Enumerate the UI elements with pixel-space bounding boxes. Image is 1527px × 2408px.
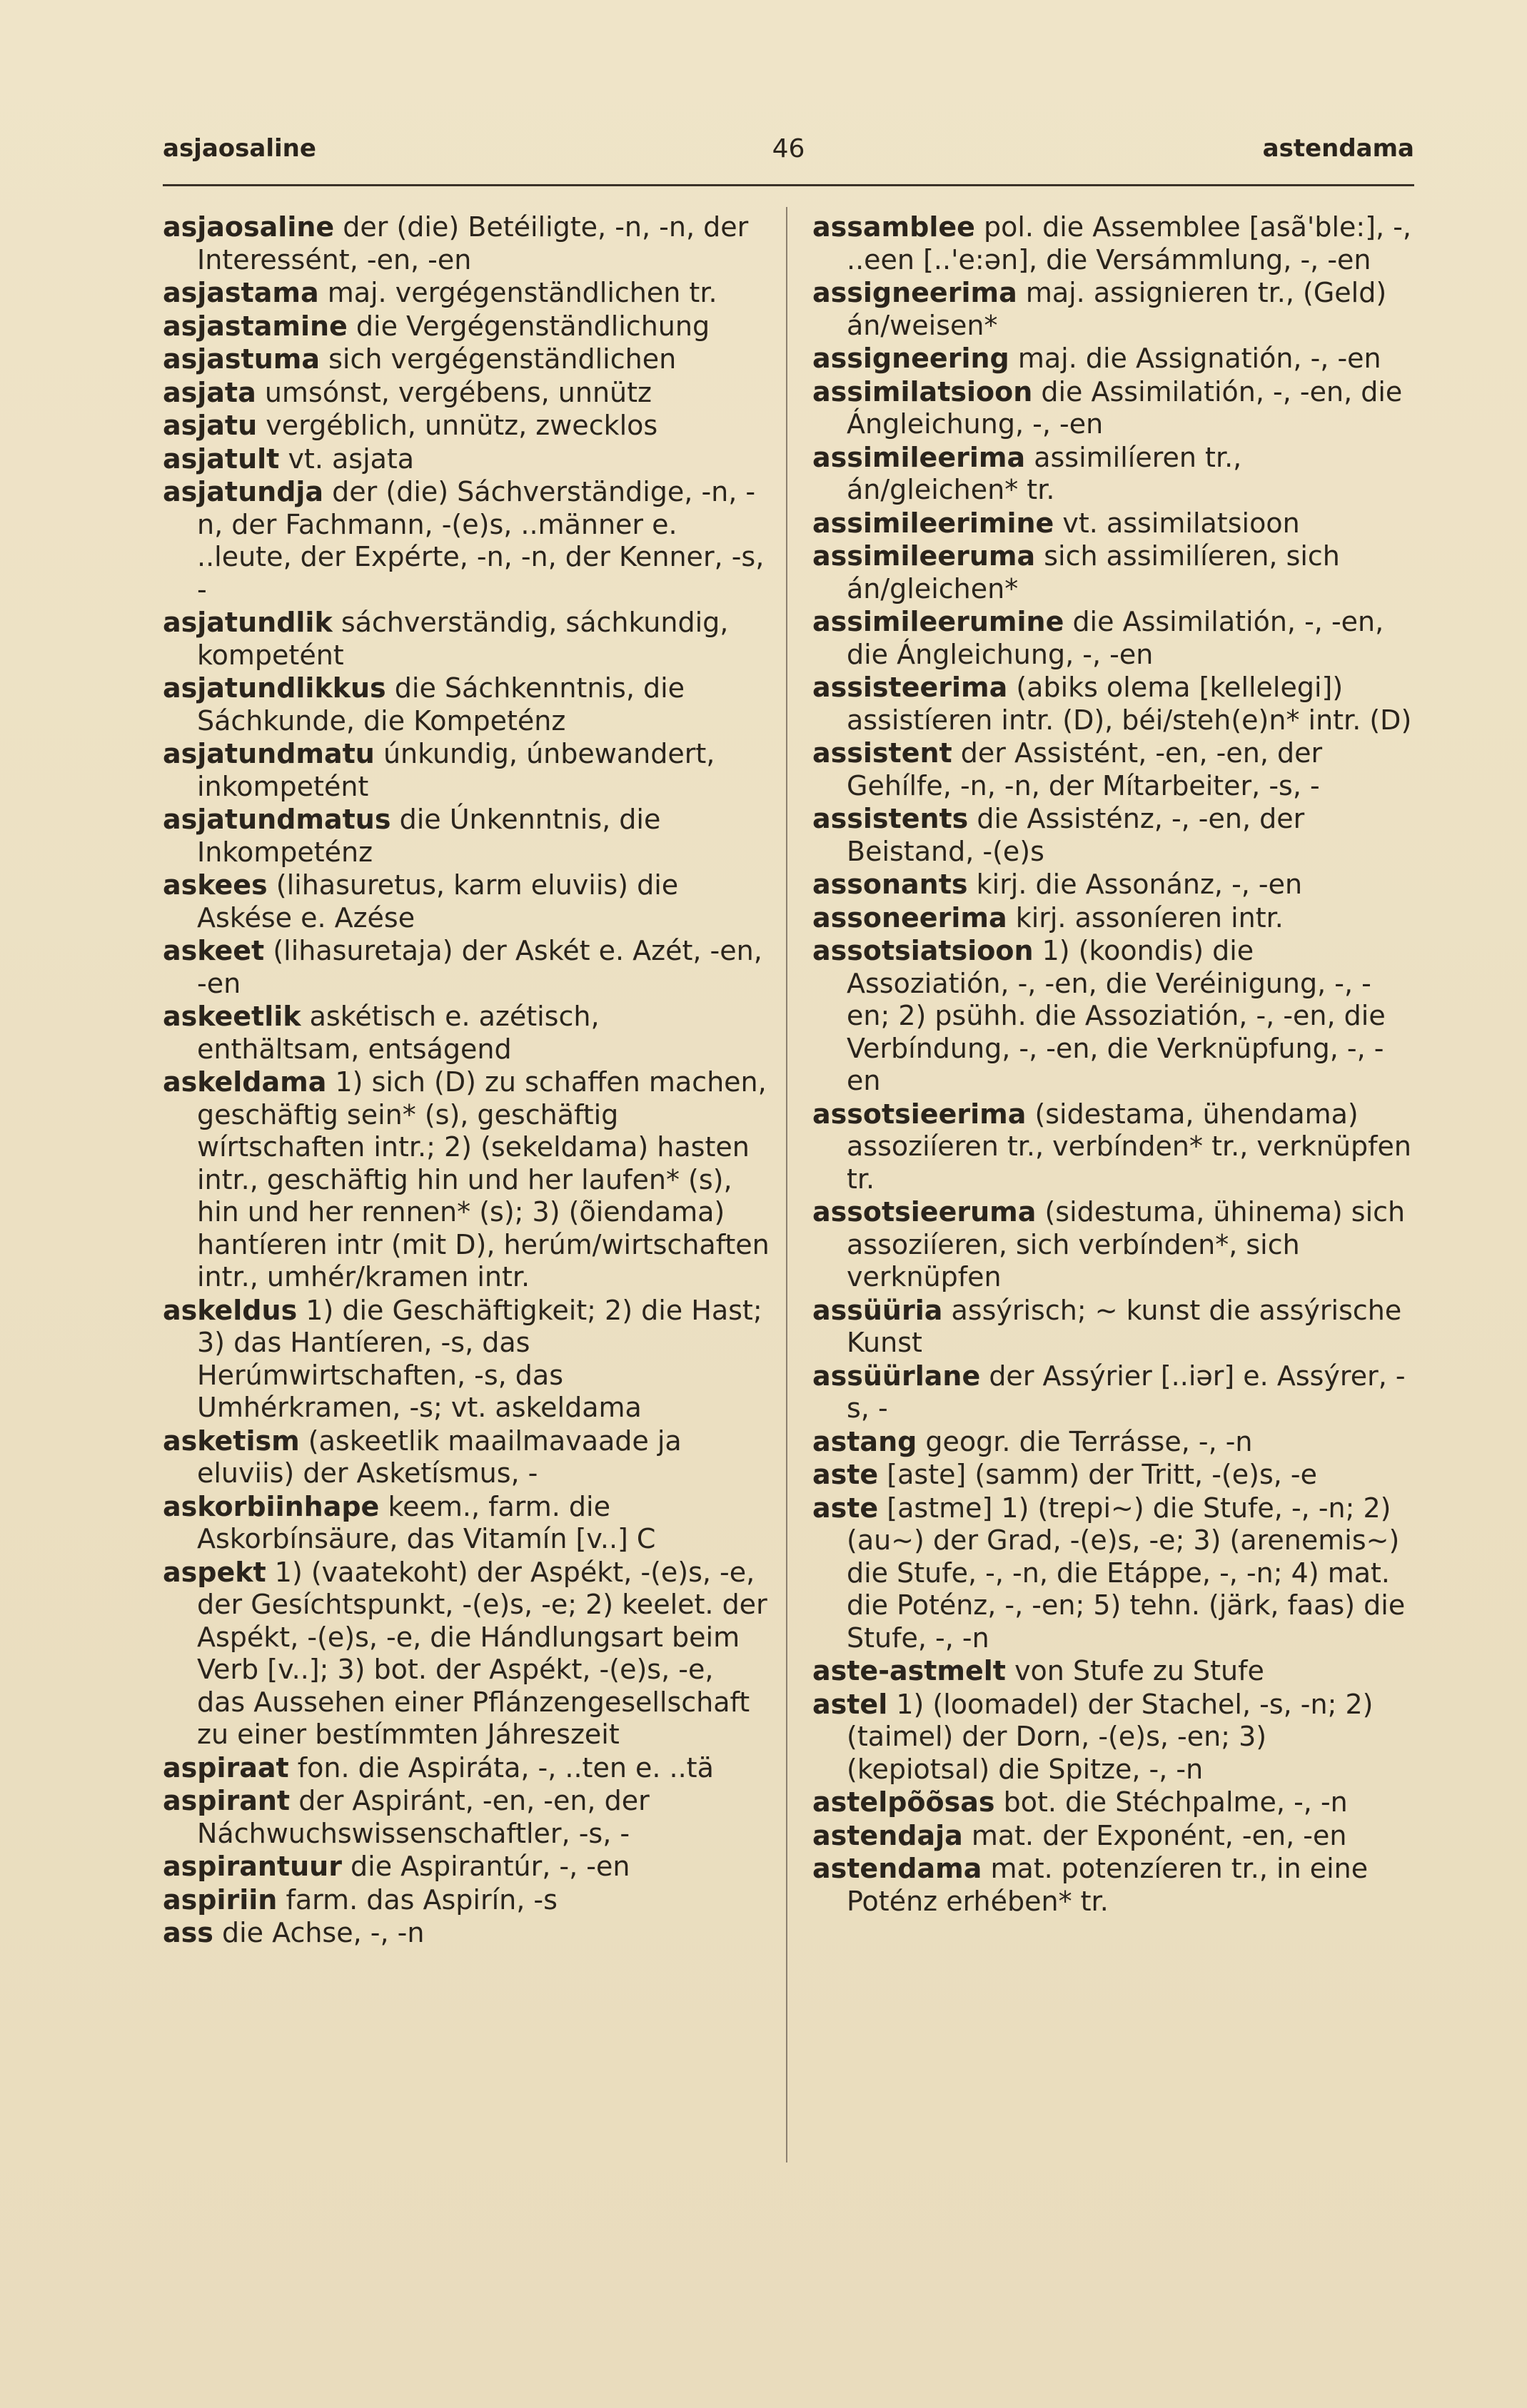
entry-headword: asjastamine — [163, 310, 348, 342]
entry-definition: 1) (vaatekoht) der Aspékt, -(e)s, -e, der Gesíchtspunkt, -(e)s, -e; 2) keelet. der Aspékt, -(e)s, -e, die Hándlungsart beim Verb [v..]; 3) bot. der Aspékt, -(e)s, -e, das Aussehen einer Pflánzengesellschaft zu einer bestímmten Jáhreszeit — [197, 1556, 767, 1750]
dictionary-entry — [163, 1425, 770, 1490]
entry-headword: astel — [812, 1688, 888, 1720]
dictionary-entry — [812, 540, 1414, 605]
left-column — [163, 211, 770, 1951]
entry-headword: asjastama — [163, 277, 319, 308]
page-number: 46 — [772, 134, 805, 163]
dictionary-entry — [163, 1884, 770, 1917]
dictionary-entry — [812, 1295, 1414, 1360]
entry-headword: assistent — [812, 737, 952, 769]
entry-definition: (sidestuma, ühinema) sich assoziíeren, sich verbínden*, sich verknüpfen — [847, 1196, 1406, 1292]
entry-headword: astendama — [812, 1853, 982, 1884]
dictionary-entry — [163, 1066, 770, 1294]
entry-definition: die Vergégenständlichung — [356, 310, 710, 342]
entry-definition: vt. asjata — [288, 442, 415, 475]
entry-definition: maj. die Assignatión, -, -en — [1017, 343, 1381, 374]
dictionary-entry — [812, 1196, 1414, 1294]
entry-headword: aspiriin — [163, 1883, 278, 1916]
entry-definition: [astme] 1) (trepi~) die Stufe, -, -n; 2) (au~) der Grad, -(e)s, -e; 3) (arenemis~) die Stufe, -, -n, die Etáppe, -, -n; 4) mat. die Poténz, -, -en; 5) tehn. (järk, faas) die Stufe, -, -n — [847, 1492, 1406, 1654]
dictionary-entry — [812, 211, 1414, 276]
entry-headword: assimileerumine — [812, 606, 1064, 637]
entry-headword: asjatundlikkus — [163, 672, 386, 704]
dictionary-entry — [163, 1917, 770, 1950]
entry-headword: asjata — [163, 376, 256, 408]
entry-headword: assimilatsioon — [812, 375, 1033, 408]
entry-definition: kirj. die Assonánz, -, -en — [976, 869, 1303, 900]
entry-definition: sáchverständig, sáchkundig, kompetént — [197, 607, 729, 671]
entry-headword: assistents — [812, 803, 969, 834]
dictionary-entry — [163, 443, 770, 476]
entry-definition: mat. der Exponént, -en, -en — [971, 1819, 1347, 1851]
entry-definition: assýrisch; ~ kunst die assýrische Kunst — [847, 1294, 1402, 1358]
entry-definition: mat. potenzíeren tr., in eine Poténz erhében* tr. — [847, 1853, 1369, 1917]
guide-word-left: asjaosaline — [163, 134, 316, 163]
entry-definition: vt. assimilatsioon — [1062, 507, 1300, 539]
column-divider — [786, 207, 787, 2162]
entry-definition: maj. vergégenständlichen tr. — [327, 277, 717, 308]
dictionary-entry — [812, 672, 1414, 737]
header-rule — [163, 184, 1414, 186]
entry-definition: maj. assignieren tr., (Geld) án/weisen* — [847, 277, 1387, 341]
dictionary-entry — [812, 1098, 1414, 1196]
dictionary-entry — [812, 1459, 1414, 1492]
dictionary-entry — [163, 211, 770, 276]
entry-definition: der (die) Betéiligte, -n, -n, der Interessént, -en, -en — [197, 211, 749, 275]
entry-definition: (askeetlik maailmavaade ja eluviis) der Asketísmus, - — [197, 1425, 682, 1489]
entry-headword: assimileeruma — [812, 540, 1036, 572]
dictionary-entry — [812, 935, 1414, 1098]
dictionary-entry — [812, 1655, 1414, 1688]
entry-headword: assotsieerima — [812, 1098, 1027, 1130]
dictionary-entry — [163, 869, 770, 934]
entry-headword: askeldama — [163, 1066, 327, 1098]
dictionary-entry — [163, 377, 770, 410]
entry-headword: assoneerima — [812, 901, 1007, 934]
entry-definition: umsónst, vergébens, unnütz — [264, 376, 652, 408]
entry-definition: die Assisténz, -, -en, der Beistand, -(e)s — [847, 803, 1305, 867]
dictionary-entry — [812, 1426, 1414, 1459]
dictionary-entry — [812, 343, 1414, 375]
dictionary-entry — [163, 310, 770, 343]
entry-definition: kirj. assoníeren intr. — [1015, 901, 1284, 934]
entry-headword: asjatundmatu — [163, 738, 375, 769]
dictionary-entry — [812, 1492, 1414, 1655]
dictionary-entry — [812, 902, 1414, 935]
entry-definition: fon. die Aspiráta, -, ..ten e. ..tä — [297, 1751, 714, 1784]
dictionary-entry — [163, 672, 770, 737]
entry-headword: assonants — [812, 869, 968, 900]
dictionary-entry — [163, 1785, 770, 1850]
dictionary-entry — [812, 1360, 1414, 1425]
entry-headword: asjatundja — [163, 476, 324, 507]
dictionary-entry — [163, 1752, 770, 1785]
dictionary-entry — [812, 442, 1414, 507]
entry-definition: 1) die Geschäftigkeit; 2) die Hast; 3) das Hantíeren, -s, das Herúmwirtschaften, -s, das Umhérkramen, -s; vt. askeldama — [197, 1294, 762, 1423]
entry-definition: sich assimilíeren, sich án/gleichen* — [847, 540, 1340, 604]
entry-definition: [aste] (samm) der Tritt, -(e)s, -e — [887, 1459, 1317, 1490]
entry-headword: askeetlik — [163, 1001, 301, 1032]
entry-headword: askees — [163, 869, 268, 901]
dictionary-entry — [163, 607, 770, 672]
entry-headword: assüüria — [812, 1294, 943, 1326]
entry-headword: assisteerima — [812, 672, 1008, 703]
entry-headword: asjaosaline — [163, 211, 335, 243]
entry-headword: asjatu — [163, 410, 258, 441]
entry-headword: asjatundlik — [163, 607, 333, 638]
entry-definition: assimilíeren tr., án/gleichen* tr. — [847, 441, 1242, 505]
entry-definition: keem., farm. die Askorbínsäure, das Vitamín [v..] C — [197, 1490, 656, 1554]
entry-definition: (lihasuretaja) der Askét e. Azét, -en, -en — [197, 935, 762, 999]
entry-headword: aste — [812, 1459, 879, 1490]
entry-headword: askorbiinhape — [163, 1490, 380, 1522]
entry-headword: astang — [812, 1425, 917, 1457]
dictionary-entry — [163, 1557, 770, 1751]
entry-definition: die Assimilatión, -, -en, die Ángleichung, -, -en — [847, 375, 1403, 440]
entry-definition: von Stufe zu Stufe — [1014, 1655, 1264, 1686]
dictionary-entry — [163, 804, 770, 869]
dictionary-entry — [812, 606, 1414, 671]
entry-definition: pol. die Assemblee [asã'ble:], -, ..een [..'e:ən], die Versámmlung, -, -en — [847, 211, 1411, 275]
entry-definition: der (die) Sáchverständige, -n, -n, der Fachmann, -(e)s, ..männer e. ..leute, der Expérte, -n, -n, der Kenner, -s, - — [197, 476, 765, 605]
running-head — [163, 134, 1414, 174]
dictionary-entry — [812, 1689, 1414, 1786]
entry-definition: die Assimilatión, -, -en, die Ángleichung, -, -en — [847, 606, 1384, 670]
dictionary-entry — [163, 410, 770, 442]
entry-headword: assimileerima — [812, 441, 1026, 473]
dictionary-entry — [812, 803, 1414, 868]
entry-definition: (abiks olema [kellelegi]) assistíeren intr. (D), béi/steh(e)n* intr. (D) — [847, 672, 1412, 736]
dictionary-entry — [163, 935, 770, 1000]
entry-definition: die Achse, -, -n — [221, 1917, 425, 1948]
entry-definition: vergéblich, unnütz, zwecklos — [266, 410, 658, 441]
entry-headword: asjatult — [163, 442, 280, 475]
dictionary-entry — [163, 1295, 770, 1425]
entry-definition: (sidestama, ühendama) assoziíeren tr., verbínden* tr., verknüpfen tr. — [847, 1098, 1411, 1195]
entry-definition: (lihasuretus, karm eluviis) die Askése e. Azése — [197, 869, 679, 934]
entry-definition: únkundig, únbewandert, inkompetént — [197, 738, 715, 802]
entry-headword: astelpõõsas — [812, 1786, 995, 1818]
entry-headword: assamblee — [812, 211, 975, 243]
entry-headword: assigneering — [812, 343, 1009, 374]
entry-headword: assüürlane — [812, 1360, 981, 1392]
entry-headword: aspekt — [163, 1556, 266, 1588]
entry-headword: askeet — [163, 935, 265, 966]
dictionary-entry — [163, 277, 770, 310]
entry-headword: askeldus — [163, 1294, 298, 1326]
dictionary-entry — [812, 737, 1414, 802]
dictionary-entry — [163, 738, 770, 803]
entry-headword: ass — [163, 1917, 213, 1948]
entry-headword: aste — [812, 1492, 879, 1524]
entry-definition: der Assýrier [..iər] e. Assýrer, -s, - — [847, 1360, 1406, 1424]
entry-definition: 1) (loomadel) der Stachel, -s, -n; 2) (taimel) der Dorn, -(e)s, -en; 3) (kepiotsal) die Spitze, -, -n — [847, 1688, 1374, 1785]
entry-definition: sich vergégenständlichen — [328, 343, 677, 375]
entry-headword: asketism — [163, 1425, 300, 1457]
entry-headword: aspirant — [163, 1785, 291, 1816]
entry-headword: aste-astmelt — [812, 1655, 1006, 1686]
right-column — [812, 211, 1414, 1918]
dictionary-entry — [163, 343, 770, 376]
entry-headword: asjastuma — [163, 343, 321, 375]
entry-headword: asjatundmatus — [163, 804, 391, 835]
dictionary-entry — [812, 277, 1414, 342]
entry-headword: aspirantuur — [163, 1851, 342, 1882]
entry-definition: askétisch e. azétisch, enthältsam, entságend — [197, 1001, 600, 1065]
entry-definition: der Assistént, -en, -en, der Gehílfe, -n, -n, der Mítarbeiter, -s, - — [847, 737, 1323, 801]
dictionary-entry — [812, 507, 1414, 540]
entry-headword: assimileerimine — [812, 507, 1054, 539]
entry-definition: 1) sich (D) zu schaffen machen, geschäftig sein* (s), geschäftig wírtschaften intr.; 2) (sekeldama) hasten intr., geschäftig hin und her laufen* (s), hin und her rennen* (s); 3) (õiendama) hantíeren intr (mit D), herúm/wirtschaften intr., umhér/kramen intr. — [197, 1066, 770, 1292]
dictionary-entry — [812, 1820, 1414, 1853]
entry-definition: 1) (koondis) die Assoziatión, -, -en, die Veréinigung, -, -en; 2) psühh. die Assoziatión, -, -en, die Verbíndung, -, -en, die Verknüpfung, -, -en — [847, 935, 1386, 1096]
dictionary-entry — [812, 1853, 1414, 1918]
entry-headword: aspiraat — [163, 1751, 289, 1784]
entry-headword: astendaja — [812, 1819, 963, 1851]
dictionary-entry — [163, 1001, 770, 1066]
entry-definition: der Aspiránt, -en, -en, der Náchwuchswissenschaftler, -s, - — [197, 1785, 650, 1849]
entry-definition: die Únkenntnis, die Inkompeténz — [197, 804, 661, 868]
dictionary-entry — [163, 1851, 770, 1883]
dictionary-entry — [812, 1786, 1414, 1819]
dictionary-entry — [812, 376, 1414, 441]
entry-headword: assotsieeruma — [812, 1196, 1037, 1228]
dictionary-entry — [812, 869, 1414, 901]
entry-definition: die Sáchkenntnis, die Sáchkunde, die Kompeténz — [197, 672, 685, 737]
dictionary-entry — [163, 1491, 770, 1556]
entry-definition: geogr. die Terrásse, -, -n — [925, 1425, 1253, 1457]
entry-headword: assigneerima — [812, 277, 1017, 308]
entry-definition: die Aspirantúr, -, -en — [351, 1851, 630, 1882]
entry-headword: assotsiatsioon — [812, 935, 1034, 966]
entry-definition: bot. die Stéchpalme, -, -n — [1003, 1786, 1348, 1818]
dictionary-entry — [163, 476, 770, 606]
entry-definition: farm. das Aspirín, -s — [286, 1883, 558, 1916]
guide-word-right: astendama — [1262, 134, 1414, 163]
